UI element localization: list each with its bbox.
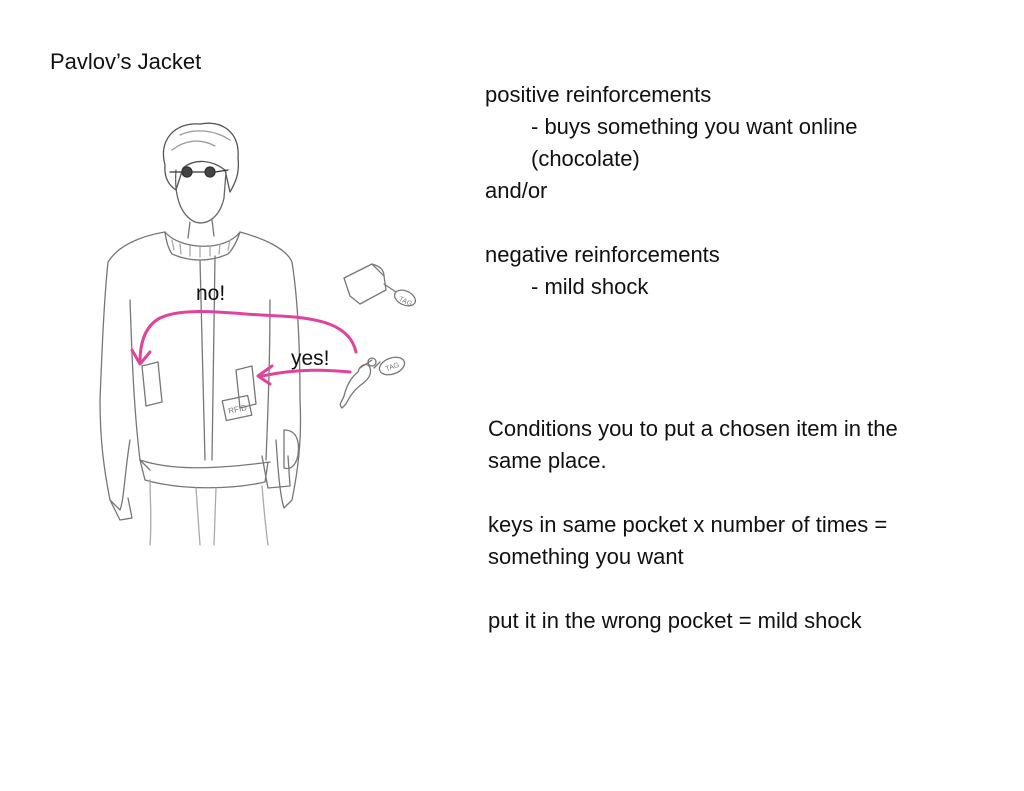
negative-item: - mild shock [531, 274, 649, 299]
wallet [344, 264, 386, 304]
tag-label-1: TAG [397, 295, 414, 309]
pocket-right [236, 366, 256, 408]
tag-label-2: TAG [384, 361, 401, 374]
cuff-right [284, 430, 298, 468]
negative-heading: negative reinforcements [485, 242, 720, 267]
face [176, 170, 226, 223]
label-yes: yes! [291, 347, 330, 370]
summary-line-4: something you want [488, 544, 684, 569]
label-no: no! [196, 282, 226, 305]
positive-heading: positive reinforcements [485, 82, 712, 107]
page-title: Pavlov’s Jacket [50, 49, 202, 74]
summary-line-2: same place. [488, 448, 607, 473]
summary-notes [488, 413, 898, 637]
summary-line-5: put it in the wrong pocket = mild shock [488, 608, 862, 633]
summary-line-3: keys in same pocket x number of times = [488, 512, 888, 537]
positive-item-detail: (chocolate) [531, 146, 640, 171]
summary-line-1: Conditions you to put a chosen item in the [488, 416, 898, 441]
hair [163, 123, 238, 192]
connector-text: and/or [485, 178, 548, 203]
glasses-lens-right [205, 167, 215, 177]
rfid-label: RFID [227, 403, 248, 416]
glasses-lens-left [182, 167, 192, 177]
reinforcements-notes [485, 79, 858, 303]
arrow-yes [262, 370, 350, 376]
positive-item: - buys something you want online [531, 114, 858, 139]
pocket-left [142, 362, 162, 406]
